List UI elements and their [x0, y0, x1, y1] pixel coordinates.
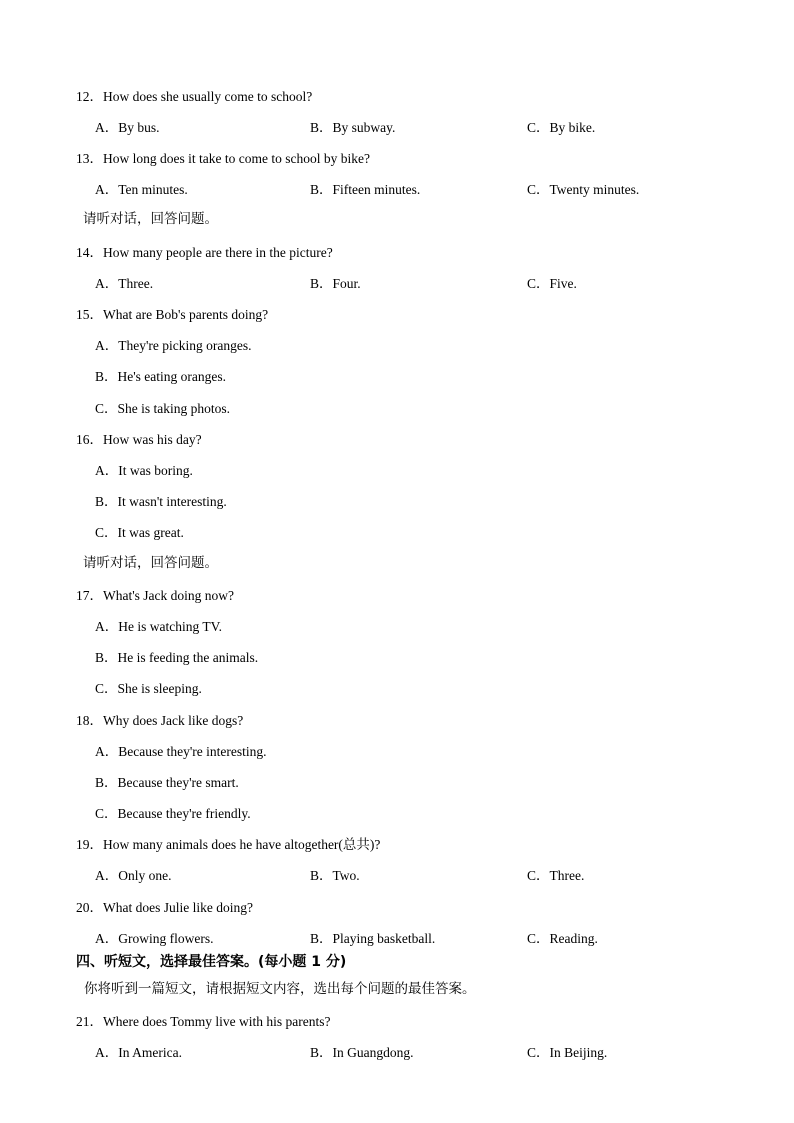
- option-b: B．Four.: [310, 276, 361, 291]
- question-text: How does she usually come to school?: [103, 89, 313, 104]
- option-c: C．In Beijing.: [527, 1045, 608, 1060]
- question-number: 13．: [76, 151, 103, 166]
- question-18: [76, 709, 243, 729]
- question-number: 15．: [76, 307, 103, 322]
- option-c: C．She is taking photos.: [95, 401, 231, 416]
- option-b: B．Playing basketball.: [310, 931, 436, 946]
- option-a: A．Ten minutes.: [95, 182, 188, 197]
- option-a: A．It was boring.: [95, 463, 193, 478]
- section-heading: 四、听短文，选择最佳答案。(每小题 1 分): [76, 954, 347, 970]
- question-text: What's Jack doing now?: [103, 588, 235, 603]
- question-text: Where does Tommy live with his parents?: [103, 1014, 331, 1029]
- option-c: C．Because they're friendly.: [95, 806, 251, 821]
- question-16: [76, 428, 202, 448]
- question-text: Why does Jack like dogs?: [103, 713, 244, 728]
- option-a: A．Only one.: [95, 868, 172, 883]
- option-a: A．Three.: [95, 276, 154, 291]
- option-b: B．He is feeding the animals.: [95, 650, 259, 665]
- option-c: C．Twenty minutes.: [527, 182, 640, 197]
- question-number: 21．: [76, 1014, 103, 1029]
- option-a: A．Because they're interesting.: [95, 744, 267, 759]
- question-text: What does Julie like doing?: [103, 900, 253, 915]
- question-17: [76, 584, 234, 604]
- question-21: [76, 1010, 331, 1030]
- question-text: How was his day?: [103, 432, 202, 447]
- option-b: B．Because they're smart.: [95, 775, 239, 790]
- question-15: [76, 303, 268, 323]
- option-c: C．Five.: [527, 276, 577, 291]
- option-c: C．It was great.: [95, 525, 184, 540]
- question-number: 16．: [76, 432, 103, 447]
- question-number: 18．: [76, 713, 103, 728]
- question-14: [76, 241, 333, 261]
- option-a: A．By bus.: [95, 120, 160, 135]
- question-text: How long does it take to come to school by bike?: [103, 151, 370, 166]
- listen-dialog-note: 请听对话，回答问题。: [83, 555, 218, 571]
- question-number: 17．: [76, 588, 103, 603]
- question-20: [76, 896, 253, 916]
- question-text: How many animals does he have altogether(总共)?: [103, 837, 381, 852]
- question-13: [76, 147, 370, 167]
- question-number: 20．: [76, 900, 103, 915]
- option-b: B．Two.: [310, 868, 360, 883]
- question-19: [76, 833, 380, 853]
- question-number: 19．: [76, 837, 103, 852]
- option-a: A．In America.: [95, 1045, 182, 1060]
- question-12: [76, 85, 312, 105]
- option-b: B．In Guangdong.: [310, 1045, 414, 1060]
- question-number: 14．: [76, 245, 103, 260]
- option-c: C．By bike.: [527, 120, 596, 135]
- option-c: C．Reading.: [527, 931, 598, 946]
- section-instruction: 你将听到一篇短文，请根据短文内容，选出每个问题的最佳答案。: [84, 981, 476, 997]
- option-c: C．Three.: [527, 868, 585, 883]
- option-c: C．She is sleeping.: [95, 681, 202, 696]
- option-b: B．Fifteen minutes.: [310, 182, 421, 197]
- option-a: A．He is watching TV.: [95, 619, 222, 634]
- question-number: 12．: [76, 89, 103, 104]
- listen-dialog-note: 请听对话，回答问题。: [83, 211, 218, 227]
- question-text: What are Bob's parents doing?: [103, 307, 269, 322]
- option-b: B．By subway.: [310, 120, 396, 135]
- question-text: How many people are there in the picture?: [103, 245, 333, 260]
- option-a: A．Growing flowers.: [95, 931, 214, 946]
- option-b: B．It wasn't interesting.: [95, 494, 227, 509]
- option-b: B．He's eating oranges.: [95, 369, 227, 384]
- option-a: A．They're picking oranges.: [95, 338, 252, 353]
